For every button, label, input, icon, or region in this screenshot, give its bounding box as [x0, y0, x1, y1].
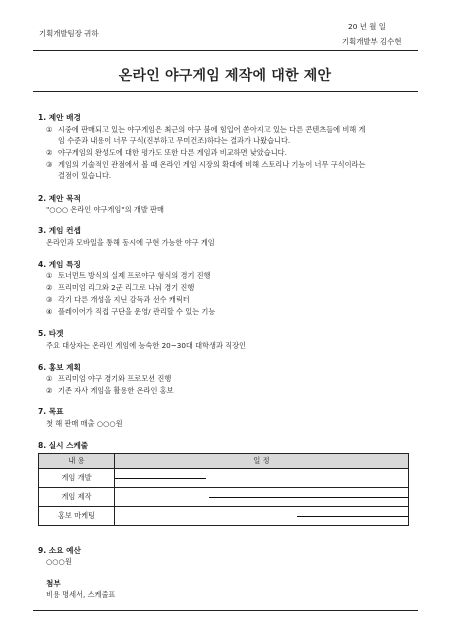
section-heading-concept: 3. 게임 컨셉 [38, 226, 81, 235]
timeline-bar [209, 497, 408, 498]
list-item: 결점이 있습니다. [58, 171, 112, 180]
list-item: ① 시중에 판매되고 있는 야구게임은 최근의 야구 붐에 힘입어 쏟아지고 있는 다른 콘텐츠들에 비해 게 [46, 125, 366, 134]
section-heading-purpose: 2. 제안 목적 [38, 194, 81, 203]
section-heading-background: 1. 제안 배경 [38, 113, 81, 122]
list-item: ① 토너먼트 방식의 실제 프로야구 형식의 경기 진행 [46, 271, 211, 280]
table-header-row [39, 454, 409, 469]
list-item: 임 수준과 내용이 너무 구식(진부하고 무미건조)하다는 결과가 나왔습니다. [58, 136, 291, 145]
budget-text: ○○○원 [46, 557, 72, 566]
column-header-item: 내 용 [39, 454, 115, 469]
timeline-cell [115, 488, 409, 507]
list-item: ② 야구게임의 완성도에 대한 평가도 또한 다른 게임과 비교하면 낮았습니다. [46, 148, 287, 157]
attachment-heading: 첨부 [46, 579, 61, 588]
timeline-cell [115, 469, 409, 488]
footer-rule [33, 610, 418, 611]
list-item: 온라인과 모바일을 통해 동시에 구현 가능한 야구 게임 [46, 238, 215, 247]
sender-text: 기획개발부 김수현 [342, 37, 402, 46]
section-heading-features: 4. 게임 특징 [38, 260, 81, 269]
column-header-date: 일 정 [115, 454, 409, 469]
schedule-table [38, 453, 409, 526]
table-row [39, 507, 409, 526]
table-row [39, 469, 409, 488]
attachment-text: 비용 명세서, 스케줄표 [46, 590, 116, 599]
list-item: ③ 각기 다른 개성을 지닌 감독과 선수 캐릭터 [46, 295, 190, 304]
list-item: ② 프리미엄 리그와 2군 리그로 나눠 경기 진행 [46, 283, 195, 292]
list-item: ③ 게임의 기술적인 관점에서 볼 때 온라인 게임 시장의 확대에 비해 스토리나 기능이 너무 구식이라는 [46, 160, 366, 169]
title-rule [33, 91, 418, 92]
list-item: 첫 해 판매 매출 ○○○원 [46, 419, 123, 428]
timeline-cell [115, 507, 409, 526]
timeline-bar [115, 478, 206, 479]
section-heading-promotion: 6. 홍보 계획 [38, 363, 81, 372]
row-label: 게임 제작 [39, 488, 115, 507]
section-heading-schedule: 8. 실시 스케줄 [38, 441, 89, 450]
section-heading-budget: 9. 소요 예산 [38, 546, 81, 555]
document-title: 온라인 야구게임 제작에 대한 제안 [118, 68, 332, 84]
header-rule [33, 50, 418, 51]
timeline-bar [297, 516, 408, 517]
section-heading-goal: 7. 목표 [38, 407, 64, 416]
list-item: "○○○ 온라인 야구게임"의 개발 판매 [46, 205, 164, 214]
row-label: 홍보 마케팅 [39, 507, 115, 526]
row-label: 게임 개발 [39, 469, 115, 488]
list-item: 주요 대상자는 온라인 게임에 능숙한 20~30대 대학생과 직장인 [46, 341, 247, 350]
section-heading-target: 5. 타겟 [38, 329, 64, 338]
recipient-text: 기획개발팀장 귀하 [39, 29, 99, 38]
list-item: ② 기존 자사 게임을 활용한 온라인 홍보 [46, 386, 174, 395]
date-text: 20 년 월 일 [348, 22, 386, 31]
list-item: ④ 플레이어가 직접 구단을 운영/ 관리할 수 있는 기능 [46, 307, 216, 316]
table-row [39, 488, 409, 507]
list-item: ① 프리미엄 야구 경기와 프로모션 진행 [46, 374, 172, 383]
